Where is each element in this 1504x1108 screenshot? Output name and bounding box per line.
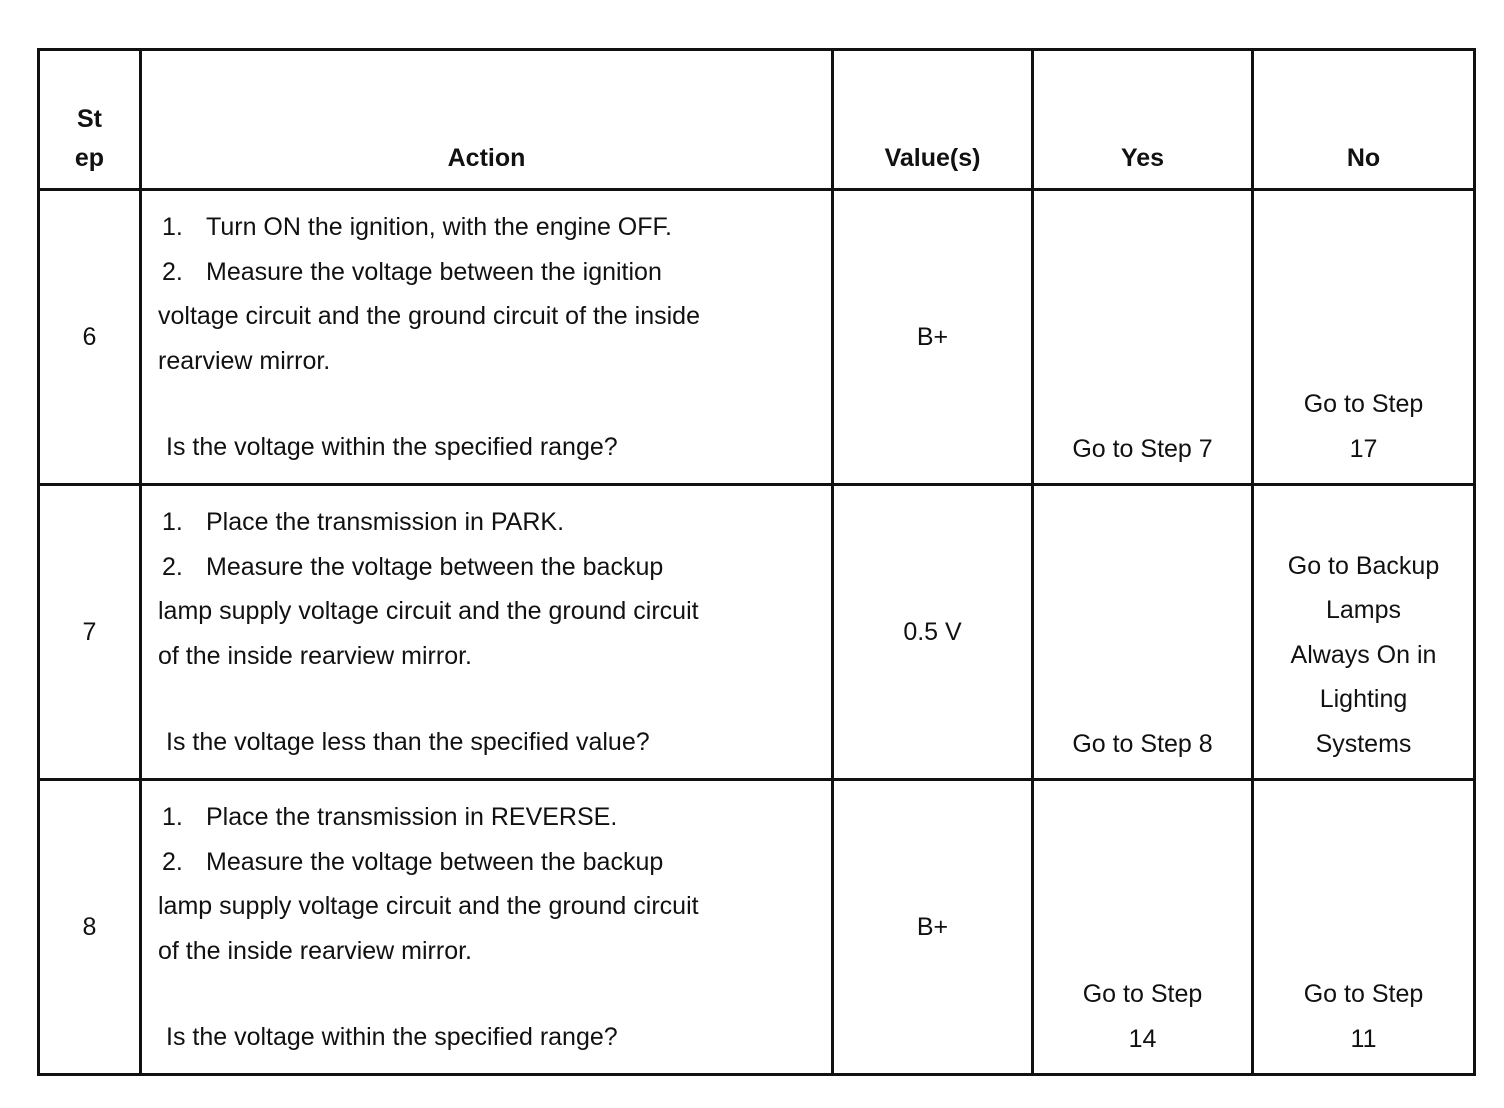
- yes-line: Go to Step 8: [1072, 729, 1213, 758]
- action-continuation: of the inside rearview mirror.: [158, 936, 473, 965]
- table-body: [39, 190, 1475, 1075]
- no-line: Always On in: [1290, 640, 1437, 669]
- table-row: [39, 190, 1475, 485]
- action-cell: [141, 780, 833, 1075]
- no-line: Systems: [1315, 729, 1412, 758]
- step-number: 7: [39, 485, 141, 780]
- action-step: 2. Measure the voltage between the backup: [162, 847, 664, 876]
- yes-line: Go to Step 7: [1072, 434, 1213, 463]
- action-step: 1. Place the transmission in REVERSE.: [162, 803, 618, 831]
- table-row: [39, 485, 1475, 780]
- action-continuation: lamp supply voltage circuit and the ground circuit: [158, 597, 699, 625]
- yes-line: 14: [1128, 1024, 1157, 1053]
- action-continuation: lamp supply voltage circuit and the ground circuit: [158, 892, 699, 920]
- action-continuation: voltage circuit and the ground circuit of the inside: [158, 302, 700, 330]
- header-row: [39, 50, 1475, 190]
- action-step: 1. Place the transmission in PARK.: [162, 508, 565, 536]
- action-question: Is the voltage within the specified range?: [166, 1023, 618, 1051]
- no-line: Go to Backup: [1287, 551, 1440, 580]
- header-values: Value(s): [833, 50, 1033, 190]
- diagnostic-table: [37, 48, 1476, 1076]
- no-line: Lighting: [1319, 685, 1408, 713]
- action-cell: [141, 485, 833, 780]
- no-line: 11: [1350, 1024, 1377, 1053]
- action-step: 1. Turn ON the ignition, with the engine OFF.: [162, 213, 672, 241]
- action-question: Is the voltage within the specified range?: [166, 433, 618, 461]
- table-row: [39, 780, 1475, 1075]
- action-question: Is the voltage less than the specified value?: [166, 728, 650, 756]
- header-yes: Yes: [1033, 50, 1253, 190]
- no-line: Go to Step: [1303, 390, 1424, 418]
- header-action: Action: [141, 50, 833, 190]
- header-no: No: [1253, 50, 1475, 190]
- no-cell: [1253, 780, 1475, 1075]
- table-header: [39, 50, 1475, 190]
- yes-line: Go to Step: [1082, 980, 1203, 1008]
- yes-cell: [1033, 485, 1253, 780]
- action-continuation: rearview mirror.: [158, 346, 331, 375]
- no-cell: [1253, 190, 1475, 485]
- action-step: 2. Measure the voltage between the backup: [162, 552, 664, 581]
- action-cell: [141, 190, 833, 485]
- value-cell: 0.5 V: [833, 485, 1033, 780]
- header-step: [39, 50, 141, 190]
- step-number: 6: [39, 190, 141, 485]
- yes-cell: [1033, 190, 1253, 485]
- no-line: Go to Step: [1303, 980, 1424, 1008]
- value-cell: B+: [833, 780, 1033, 1075]
- step-number: 8: [39, 780, 141, 1075]
- action-step: 2. Measure the voltage between the ignition: [162, 257, 662, 286]
- yes-cell: [1033, 780, 1253, 1075]
- no-line: Lamps: [1325, 596, 1402, 624]
- action-continuation: of the inside rearview mirror.: [158, 641, 473, 670]
- no-line: 17: [1349, 434, 1378, 463]
- value-cell: B+: [833, 190, 1033, 485]
- header-step-line-2: ep: [74, 144, 105, 172]
- no-cell: [1253, 485, 1475, 780]
- header-step-line-1: St: [77, 105, 102, 133]
